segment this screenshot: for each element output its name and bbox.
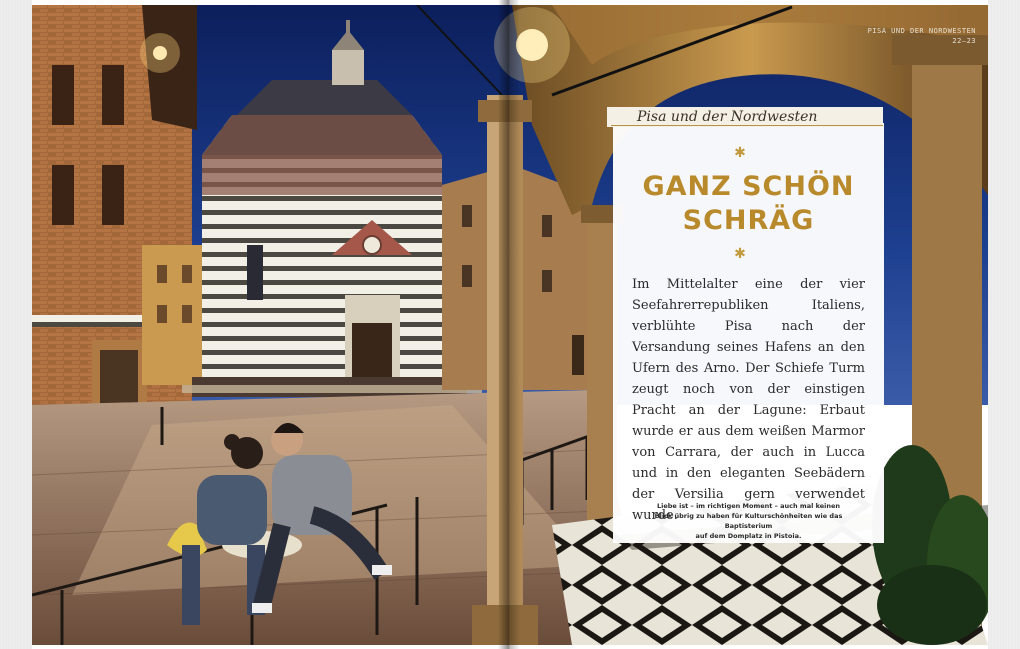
caption-line-1: Liebe ist – im richtigen Moment – auch mal keinen	[656, 502, 841, 510]
caption-line-2: Blick übrig zu haben für Kulturschönheiten wie das Baptisterium	[654, 512, 843, 530]
caption-line-3: auf dem Domplatz in Pistoia.	[695, 532, 802, 540]
running-title: PISA UND DER NORDWESTEN	[867, 27, 976, 35]
photo-caption	[632, 501, 865, 541]
headline-line-1: GANZ SCHÖN	[642, 171, 855, 202]
right-page-edges	[988, 0, 1020, 649]
page-numbers: 22–23	[952, 37, 976, 45]
left-page-edges	[0, 0, 32, 649]
book-gutter-shadow	[498, 0, 520, 649]
headline-line-2: SCHRÄG	[682, 205, 815, 236]
region-label	[607, 107, 883, 127]
region-label-text: Pisa und der Nordwesten	[637, 109, 818, 125]
article-body: Im Mittelalter eine der vier Seefahrerrepubliken Italiens, verblühte Pisa nach der Versandung seines Hafens an den Ufern des Arno. Der Schiefe Turm zeugt noch von der einstigen Pracht an der Lagune: Erbaut wurde er aus dem weißen Marmor von Carrara, der auch in Lucca und in den eleganten Seebädern der Versilia gern verwendet wurde.	[632, 277, 865, 523]
ornament-star-icon: ✱	[734, 145, 746, 161]
region-label-rule	[611, 125, 883, 126]
article-headline	[613, 170, 884, 238]
running-header	[868, 26, 976, 46]
ornament-star-icon-lower: ✱	[734, 246, 746, 262]
